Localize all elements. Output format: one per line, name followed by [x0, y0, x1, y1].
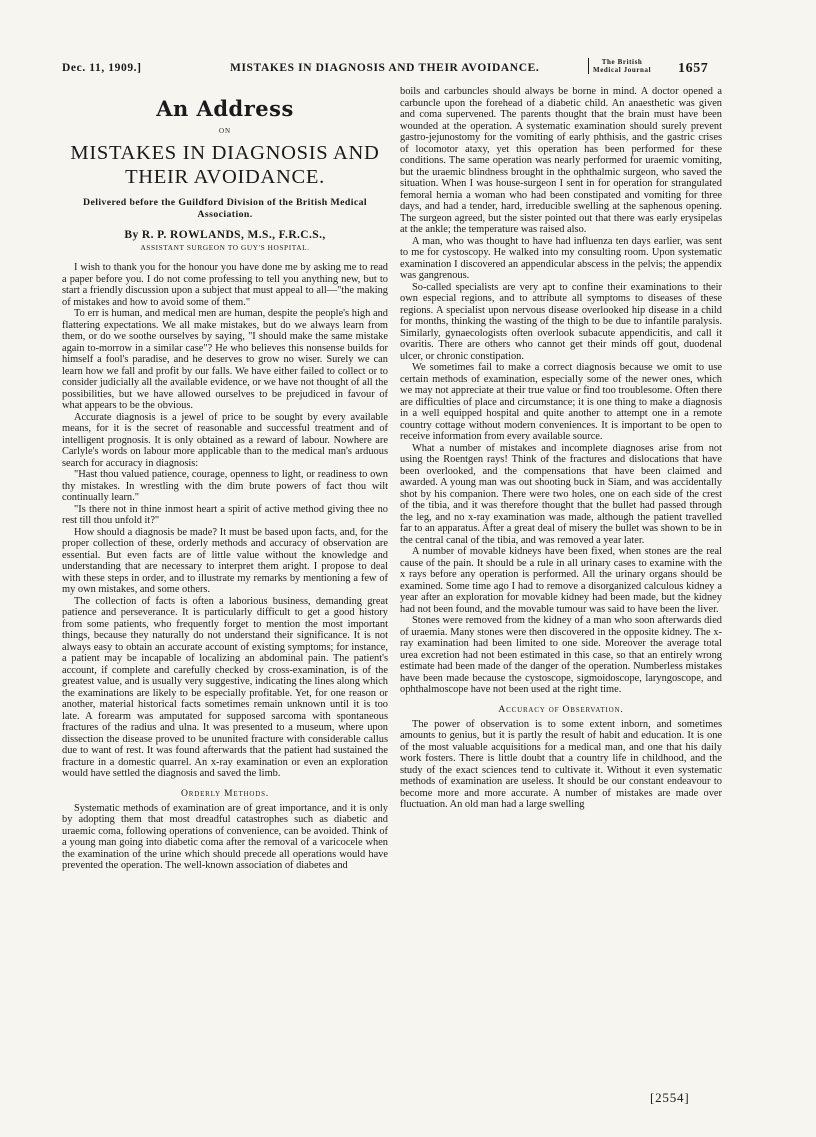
- paragraph: The collection of facts is often a laborious business, demanding great patience and perseverance. It is particularly difficult to get a good history from some patients, who frequently forget to mention the most important things, because they naturally do not understand their significance. It is not always easy to obtain an accurate account of existing symptoms; for instance, a patient may be incapable of localizing an abdominal pain. The patient's account, if complete and carefully checked by cross-examination, is of the greatest value, and is usually very suggestive, indicating the lines along which the examinations are likely to be especially profitable. Yet, for one reason or another, material historical facts sometimes remain unknown until it is too late. A forearm was amputated for supposed sarcoma with spontaneous fractures of the radius and ulna. It was presented to a museum, where upon dissection the disease proved to be ununited fracture with considerable callus due to want of rest. It was found afterwards that the patient had sustained the fracture in a domestic quarrel. An x-ray examination or even an exploration would have settled the diagnosis and saved the limb.: [62, 595, 388, 779]
- left-column: [62, 86, 388, 872]
- quotation: "Is there not in thine inmost heart a spirit of active method giving thee no rest till thou unfold it?": [62, 503, 388, 526]
- paragraph: I wish to thank you for the honour you have done me by asking me to read a paper before you. I do not come professing to tell you anything new, but to start a friendly discussion upon a subject that must appeal to all—"the making of mistakes and how to avoid some of them.": [62, 262, 388, 308]
- paragraph: A man, who was thought to have had influenza ten days earlier, was sent to me for cystoscopy. He walked into my consulting room. Upon systematic examination I discovered an appendicular abscess in the pelvis; the appendix was gangrenous.: [400, 235, 722, 281]
- running-header: [62, 58, 778, 80]
- paragraph: What a number of mistakes and incomplete diagnoses arise from not using the Roentgen rays! Think of the fractures and dislocations that have been overlooked, and the compensations that have been claimed and awarded. A young man was out shooting buck in Siam, and was accidentally shot by his companion. There were two holes, one on each side of the crest of the tibia, and it was therefore thought that the bullet had passed through the leg, and no x-ray examination was made, although the patient travelled far to an apparatus. After a great deal of misery the bullet was shown to be in the central canal of the tibia, and was removed a year later.: [400, 442, 722, 546]
- paragraph: Systematic methods of examination are of great importance, and it is only by adopting them that most dreadful catastrophes such as diabetic and uraemic coma, following operations of convenience, can be avoided. Think of a young man going into diabetic coma after the removal of a varicocele when the examination of the urine which should precede all operations would have prevented the operation. The well-known association of diabetes and: [62, 802, 388, 871]
- quotation: "Hast thou valued patience, courage, openness to light, or readiness to own thy mistakes. In wrestling with the dim brute powers of fact thou wilt continually learn.": [62, 469, 388, 503]
- journal-name-line2: Medical Journal: [593, 66, 652, 74]
- author-role: ASSISTANT SURGEON TO GUY'S HOSPITAL.: [140, 243, 310, 252]
- section-heading-orderly-methods: Orderly Methods.: [181, 787, 269, 799]
- paragraph: How should a diagnosis be made? It must be based upon facts, and, for the proper collection of these, orderly methods and accuracy of observation are essential. But even facts are of little value without the knowledge and understanding that are necessary to interpret them aright. I propose to deal with these steps in order, and to illustrate my remarks by mentioning a few of my own mistakes, and some others.: [62, 526, 388, 595]
- author-byline: By R. P. ROWLANDS, M.S., F.R.C.S.,: [124, 229, 326, 241]
- paragraph: So-called specialists are very apt to confine their examinations to their own especial regions, and to attribute all symptoms to diseases of these regions. A specialist upon nervous disease overlooked hip disease in a child for months, thinking the wasting of the thigh to be due to infantile paralysis. Similarly, gynaecologists often overlook subacute appendicitis, and call it ovaritis. There are others who cannot get their minds off gout, duodenal ulcer, or chronic constipation.: [400, 281, 722, 362]
- paragraph: Stones were removed from the kidney of a man who soon afterwards died of uraemia. Many stones were then discovered in the opposite kidney. The x-ray examination had been limited to one side. Moreover the average total urea excretion had not been estimated in this case, so that an entirely wrong estimate had been made of the danger of the operation. Numberless mistakes have been made because the cystoscope, sigmoidoscope, laryngoscope, and ophthalmoscope have not been used at the right time.: [400, 615, 722, 695]
- running-title: MISTAKES IN DIAGNOSIS AND THEIR AVOIDANCE.: [230, 62, 540, 74]
- paragraph: To err is human, and medical men are human, despite the people's high and flattering expectations. We all make mistakes, but do we always learn from them, or do we soothe ourselves by saying, "I should make the same mistake again to-morrow in a similar case"? He who believes this nonsense builds for himself a fool's paradise, and he deserves to grow no wiser. Surely we can learn how we fall and profit by our falls. We have either failed to collect or to consider judicially all the available evidence, or we have not thought of all the possibilities, but we have allowed ourselves to be prejudiced in favour of what appears to be the obvious.: [62, 308, 388, 411]
- journal-name-line1: The British: [601, 58, 643, 66]
- on-label: ON: [218, 127, 232, 135]
- delivery-note: Delivered before the Guildford Division of the British Medical Association.: [82, 197, 368, 220]
- paragraph: The power of observation is to some extent inborn, and sometimes amounts to genius, but it is partly the result of habit and education. It is one of the most valuable acquisitions for a medical man, and one that his daily work fosters. There is little doubt that a country life in childhood, and the study of the exact sciences tend to cultivate it. Without it even systematic methods of examination are useless. It should be our constant endeavour to become more and more accurate. A number of mistakes are made over fluctuation. An old man had a large swelling: [400, 718, 722, 810]
- paragraph: A number of movable kidneys have been fixed, when stones are the real cause of the pain. It should be a rule in all urinary cases to examine with the x rays before any operation is performed. All the urinary organs should be examined. Some time ago I had to remove a disorganized calculous kidney a year after an exploration for movable kidney had been made, but the kidney had not been found, and the movable tumour was said to have been the liver.: [400, 546, 722, 615]
- page-number: 1657: [678, 61, 709, 76]
- journal-name: [588, 58, 651, 74]
- section-heading-accuracy-of-observation: Accuracy of Observation.: [498, 703, 624, 715]
- paragraph: Accurate diagnosis is a jewel of price to be sought by every available means, for it is the secret of reasonable and successful treatment and of intelligent prognosis. It is only obtained as a reward of labour. Nowhere are Carlyle's words on labour more applicable than to the medical man's arduous search for accuracy in diagnosis:: [62, 411, 388, 469]
- paragraph: boils and carbuncles should always be borne in mind. A doctor opened a carbuncle upon the forehead of a diabetic child. An anaesthetic was given and coma supervened. The parents thought that the brain must have been wounded at the operation. A systematic examination should surely prevent gastro-jejunostomy for the vomiting of early phthisis, and the gastric crises of locomotor ataxy, yet this operation has been performed for these conditions. The same operation was nearly performed for uraemic vomiting, but the uraemic blindness brought in the ophthalmic surgeon, who saved the situation. When I was house-surgeon I sent in for operation for strangulated femoral hernia a woman who had been constipated and vomiting for three days, and had a tender, hard, irreducible swelling at the saphenous opening. The surgeon agreed, but the sister pointed out that there was early erysipelas at the ankle; the temperature was raised also.: [400, 86, 722, 235]
- article-title: MISTAKES IN DIAGNOSIS AND THEIR AVOIDANCE.: [70, 142, 380, 188]
- right-column: [400, 86, 722, 811]
- issue-date: Dec. 11, 1909.]: [62, 62, 142, 74]
- paragraph: We sometimes fail to make a correct diagnosis because we omit to use certain methods of examination, especially some of the newer ones, which we may not appreciate at their true value or find too troublesome. Often there are difficulties of place and circumstance; it is one thing to make a diagnosis in a well equipped hospital and quite another to attempt one in a remote country cottage without modern conveniences. It is important to be open to receive information from every available source.: [400, 362, 722, 442]
- address-heading: An Address: [156, 96, 294, 121]
- page-code: [2554]: [650, 1090, 690, 1105]
